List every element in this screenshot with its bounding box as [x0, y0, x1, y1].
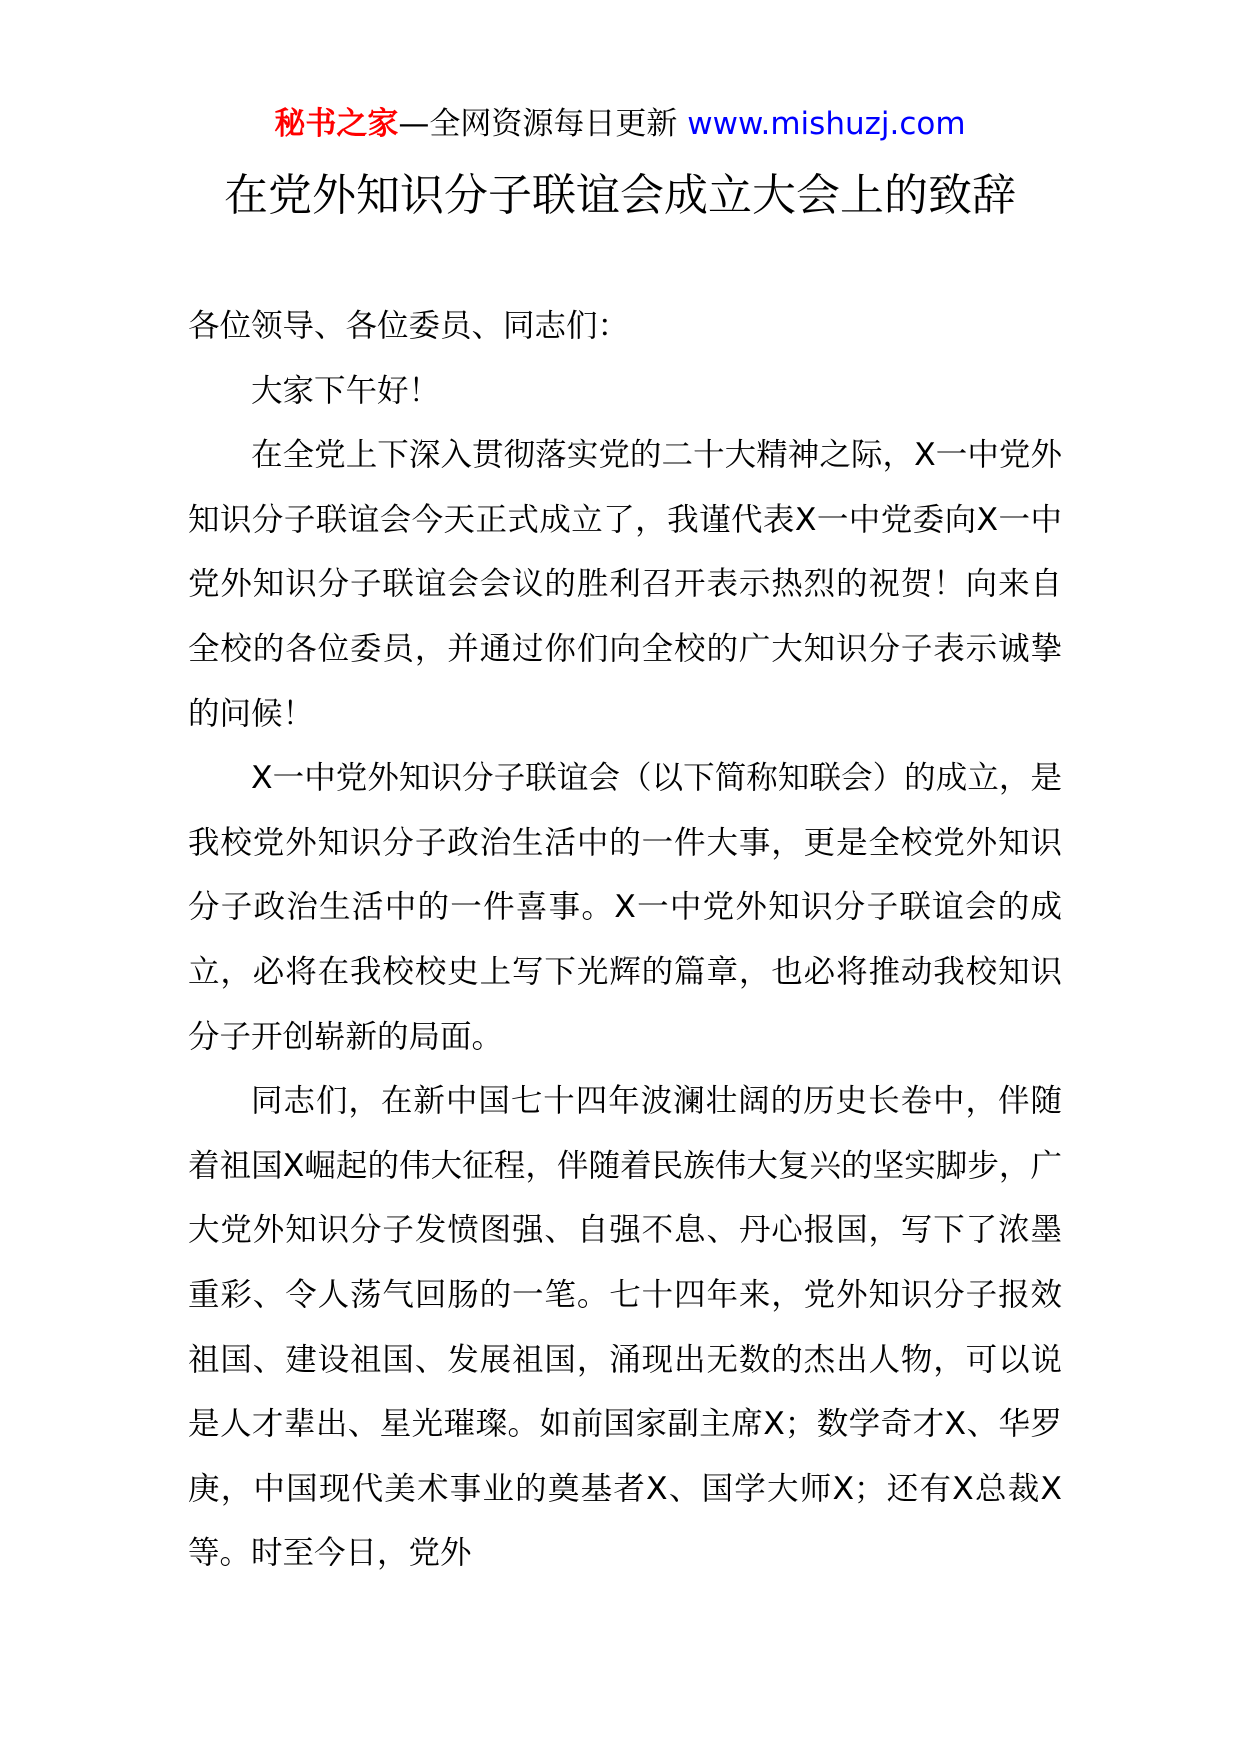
- document-body: [188, 294, 1062, 1586]
- site-tagline: —全网资源每日更新: [398, 106, 688, 142]
- salutation: 各位领导、各位委员、同志们：: [188, 308, 630, 344]
- paragraph-greeting: 大家下午好！: [251, 372, 441, 409]
- paragraph-history: 同志们，在新中国七十四年波澜壮阔的历史长卷中，伴随着祖国X崛起的伟大征程，伴随着民族伟大复兴的坚实脚步，广大党外知识分子发愤图强、自强不息、丹心报国，写下了浓墨重彩、令人荡气回肠的一笔。七十四年来，党外知识分子报效祖国、建设祖国、发展祖国，涌现出无数的杰出人物，可以说是人才辈出、星光璀璨。如前国家副主席X；数学奇才X、华罗庚，中国现代美术事业的奠基者X、国学大师X；还有X总裁X等。时至今日，党外: [188, 1083, 1062, 1572]
- paragraph-congratulation: 在全党上下深入贯彻落实党的二十大精神之际，X一中党外知识分子联谊会今天正式成立了，我谨代表X一中党委向X一中党外知识分子联谊会会议的胜利召开表示热烈的祝贺！向来自全校的各位委员，并通过你们向全校的广大知识分子表示诚挚的问候！: [188, 437, 1062, 732]
- site-header: [0, 104, 1240, 144]
- site-url-link[interactable]: www.mishuzj.com: [687, 106, 966, 142]
- document-title: 在党外知识分子联谊会成立大会上的致辞: [224, 170, 1016, 221]
- paragraph-significance: X一中党外知识分子联谊会（以下简称知联会）的成立，是我校党外知识分子政治生活中的一件大事，更是全校党外知识分子政治生活中的一件喜事。X一中党外知识分子联谊会的成立，必将在我校校史上写下光辉的篇章，也必将推动我校知识分子开创崭新的局面。: [188, 760, 1062, 1055]
- site-brand: 秘书之家: [274, 106, 399, 142]
